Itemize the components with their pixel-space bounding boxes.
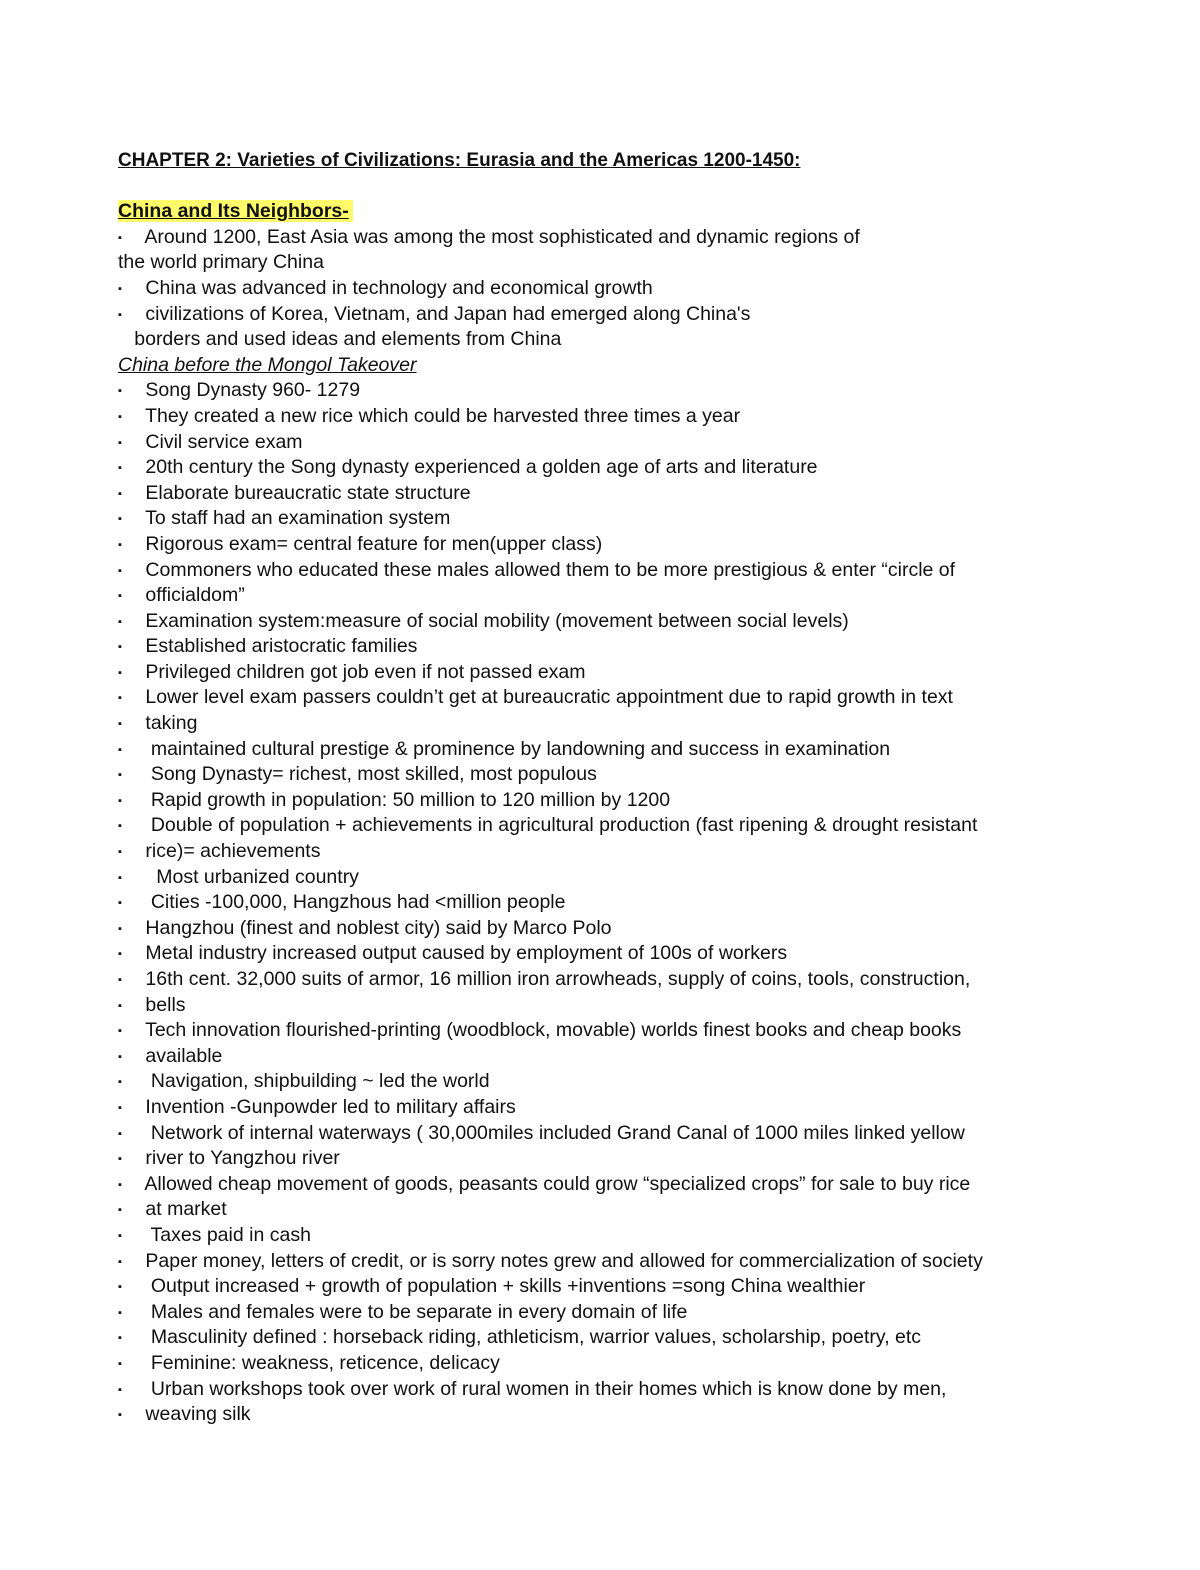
bullet-icon: ▪ (118, 666, 122, 679)
list-item-text: Output increased + growth of population + skills +inventions =song China wealthier (140, 1275, 866, 1298)
bullet-icon: ▪ (118, 1025, 122, 1038)
intro-text: borders and used ideas and elements from China (118, 328, 562, 351)
list-item (118, 558, 1118, 584)
list-item-text: To staff had an examination system (140, 507, 451, 530)
list-item-text: rice)= achievements (140, 840, 321, 863)
list-item-text: Cities -100,000, Hangzhous had <million people (140, 891, 566, 914)
bullet-icon: ▪ (118, 974, 122, 986)
bullet-icon: ▪ (118, 385, 122, 398)
bullet-icon: ▪ (118, 462, 122, 475)
list-item (118, 711, 1118, 737)
bullet-icon: ▪ (118, 846, 122, 859)
list-item-text: available (140, 1044, 223, 1067)
list-item-text: Civil service exam (140, 430, 303, 453)
bullet-icon: ▪ (118, 538, 122, 551)
list-item (118, 1069, 1118, 1095)
list-item (118, 1172, 1118, 1198)
list-item-text: Rapid growth in population: 50 million to 120 million by 1200 (140, 788, 671, 811)
bullet-icon: ▪ (118, 410, 122, 423)
intro-text: Around 1200, East Asia was among the most sophisticated and dynamic regions of (140, 225, 860, 248)
list-item-text: They created a new rice which could be harvested three times a year (140, 404, 741, 427)
list-item (118, 1377, 1118, 1403)
list-item-text: Elaborate bureaucratic state structure (140, 481, 471, 504)
list-item-text: Double of population + achievements in agricultural production (fast ripening & drought resistant (140, 814, 978, 837)
bullet-icon: ▪ (118, 1101, 122, 1114)
list-item (118, 1146, 1118, 1172)
bullet-icon: ▪ (118, 948, 122, 961)
list-item-text: Song Dynasty 960- 1279 (140, 379, 361, 402)
intro-text: the world primary China (118, 251, 324, 274)
list-item-text: 20th century the Song dynasty experienced a golden age of arts and literature (140, 456, 818, 479)
list-item-text: Established aristocratic families (140, 635, 418, 658)
list-item-text: Rigorous exam= central feature for men(upper class) (140, 532, 603, 555)
blank-line (118, 174, 1118, 200)
bullet-icon: ▪ (118, 282, 122, 295)
list-item-text: Examination system:measure of social mobility (movement between social levels) (140, 609, 849, 632)
list-item-text: officialdom” (140, 584, 245, 607)
bullet-icon: ▪ (118, 1255, 122, 1268)
list-item-text: at market (140, 1198, 227, 1221)
list-item (118, 1325, 1118, 1351)
bullet-icon: ▪ (118, 743, 122, 756)
list-item-text: river to Yangzhou river (140, 1147, 340, 1170)
list-item (118, 1249, 1118, 1275)
bullet-icon: ▪ (118, 1281, 122, 1294)
document-page (118, 148, 1118, 1428)
bullet-icon: ▪ (118, 692, 122, 705)
intro-line (118, 302, 1118, 328)
list-item-text: Taxes paid in cash (140, 1223, 311, 1246)
intro-text: civilizations of Korea, Vietnam, and Japan had emerged along China's (140, 302, 751, 325)
bullet-icon: ▪ (118, 794, 122, 807)
list-item (118, 660, 1118, 686)
list-item-text: Lower level exam passers couldn’t get at bureaucratic appointment due to rapid growth in text (140, 686, 953, 709)
list-item-text: Most urbanized country (140, 865, 359, 888)
bullet-list (118, 378, 1118, 1427)
list-item (118, 430, 1118, 456)
bullet-icon: ▪ (118, 871, 122, 884)
list-item (118, 609, 1118, 635)
list-item (118, 813, 1118, 839)
list-item (118, 916, 1118, 942)
list-item (118, 737, 1118, 763)
list-item-text: Feminine: weakness, reticence, delicacy (140, 1351, 500, 1374)
list-item-text: Commoners who educated these males allowed them to be more prestigious & enter “circle of (140, 558, 956, 581)
list-item (118, 481, 1118, 507)
section-heading (118, 199, 353, 225)
list-item-text: Masculinity defined : horseback riding, athleticism, warrior values, scholarship, poetry, etc (140, 1326, 922, 1349)
bullet-icon: ▪ (118, 897, 122, 910)
bullet-icon: ▪ (118, 1076, 122, 1089)
list-item (118, 583, 1118, 609)
list-item (118, 506, 1118, 532)
list-item-text: Privileged children got job even if not passed exam (140, 660, 586, 683)
list-item (118, 1351, 1118, 1377)
bullet-icon: ▪ (118, 641, 122, 654)
intro-line (118, 276, 1118, 302)
list-item-text: weaving silk (140, 1403, 251, 1426)
list-item-text: Song Dynasty= richest, most skilled, most populous (140, 763, 597, 786)
list-item (118, 865, 1118, 891)
bullet-icon: ▪ (118, 1383, 122, 1396)
list-item (118, 762, 1118, 788)
list-item (118, 378, 1118, 404)
list-item (118, 1223, 1118, 1249)
bullet-icon: ▪ (118, 513, 122, 526)
subsection-heading-row (118, 353, 1118, 379)
list-item-text: Navigation, shipbuilding ~ led the world (140, 1070, 490, 1093)
bullet-icon: ▪ (118, 820, 122, 833)
bullet-icon: ▪ (118, 1204, 122, 1217)
list-item (118, 404, 1118, 430)
intro-line (118, 250, 1118, 276)
list-item (118, 634, 1118, 660)
list-item (118, 788, 1118, 814)
section-heading-row (118, 199, 1118, 225)
bullet-icon: ▪ (118, 564, 122, 577)
list-item-text: 16th cent. 32,000 suits of armor, 16 million iron arrowheads, supply of coins, tools, construction, (140, 968, 971, 990)
bullet-icon: ▪ (118, 1332, 122, 1345)
list-item (118, 1274, 1118, 1300)
list-item-text: Metal industry increased output caused by employment of 100s of workers (140, 942, 788, 965)
list-item (118, 532, 1118, 558)
list-item (118, 1402, 1118, 1428)
bullet-icon: ▪ (118, 1127, 122, 1140)
list-item-text: maintained cultural prestige & prominence by landowning and success in examination (140, 737, 891, 760)
bullet-icon: ▪ (118, 1050, 122, 1063)
bullet-icon: ▪ (118, 1229, 122, 1242)
list-item-text: taking (140, 712, 198, 735)
list-item (118, 839, 1118, 865)
list-item (118, 455, 1118, 481)
list-item (118, 1121, 1118, 1147)
bullet-icon: ▪ (118, 769, 122, 782)
list-item-text: Allowed cheap movement of goods, peasants could grow “specialized crops” for sale to buy rice (140, 1172, 971, 1195)
intro-line (118, 225, 1118, 251)
list-item (118, 890, 1118, 916)
bullet-icon: ▪ (118, 922, 122, 935)
bullet-icon: ▪ (118, 436, 122, 449)
list-item-text: Hangzhou (finest and noblest city) said by Marco Polo (140, 916, 612, 939)
bullet-icon: ▪ (118, 590, 122, 603)
subsection-heading: China before the Mongol Takeover (118, 353, 417, 376)
list-item (118, 1197, 1118, 1223)
section-heading-text: China and Its Neighbors- (118, 200, 353, 222)
bullet-icon: ▪ (118, 1306, 122, 1319)
list-item-text: Invention -Gunpowder led to military affairs (140, 1095, 516, 1118)
bullet-icon: ▪ (118, 1357, 122, 1370)
list-item (118, 685, 1118, 711)
list-item-text: Males and females were to be separate in every domain of life (140, 1300, 688, 1323)
list-item (118, 1044, 1118, 1070)
bullet-icon: ▪ (118, 999, 122, 1012)
bullet-icon: ▪ (118, 615, 122, 628)
list-item-text: Network of internal waterways ( 30,000miles included Grand Canal of 1000 miles linked yellow (140, 1121, 965, 1144)
bullet-icon: ▪ (118, 1178, 122, 1191)
intro-text: China was advanced in technology and economical growth (140, 276, 653, 299)
bullet-icon: ▪ (118, 308, 122, 321)
list-item (118, 993, 1118, 1019)
list-item (118, 1300, 1118, 1326)
list-item (118, 941, 1118, 967)
list-item (118, 1095, 1118, 1121)
list-item-text: bells (140, 993, 186, 1016)
bullet-icon: ▪ (118, 718, 122, 731)
bullet-icon: ▪ (118, 487, 122, 500)
intro-list (118, 225, 1118, 353)
list-item-text: Paper money, letters of credit, or is sorry notes grew and allowed for commercialization of society (140, 1249, 983, 1272)
bullet-icon: ▪ (118, 1153, 122, 1166)
list-item (118, 967, 1118, 993)
list-item-text: Tech innovation flourished-printing (woodblock, movable) worlds finest books and cheap books (140, 1019, 962, 1042)
list-item-text: Urban workshops took over work of rural women in their homes which is know done by men, (140, 1377, 947, 1400)
list-item (118, 1018, 1118, 1044)
bullet-icon: ▪ (118, 1409, 122, 1422)
bullet-icon: ▪ (118, 231, 122, 244)
intro-line (118, 327, 1118, 353)
chapter-title: CHAPTER 2: Varieties of Civilizations: Eurasia and the Americas 1200-1450: (118, 150, 801, 171)
